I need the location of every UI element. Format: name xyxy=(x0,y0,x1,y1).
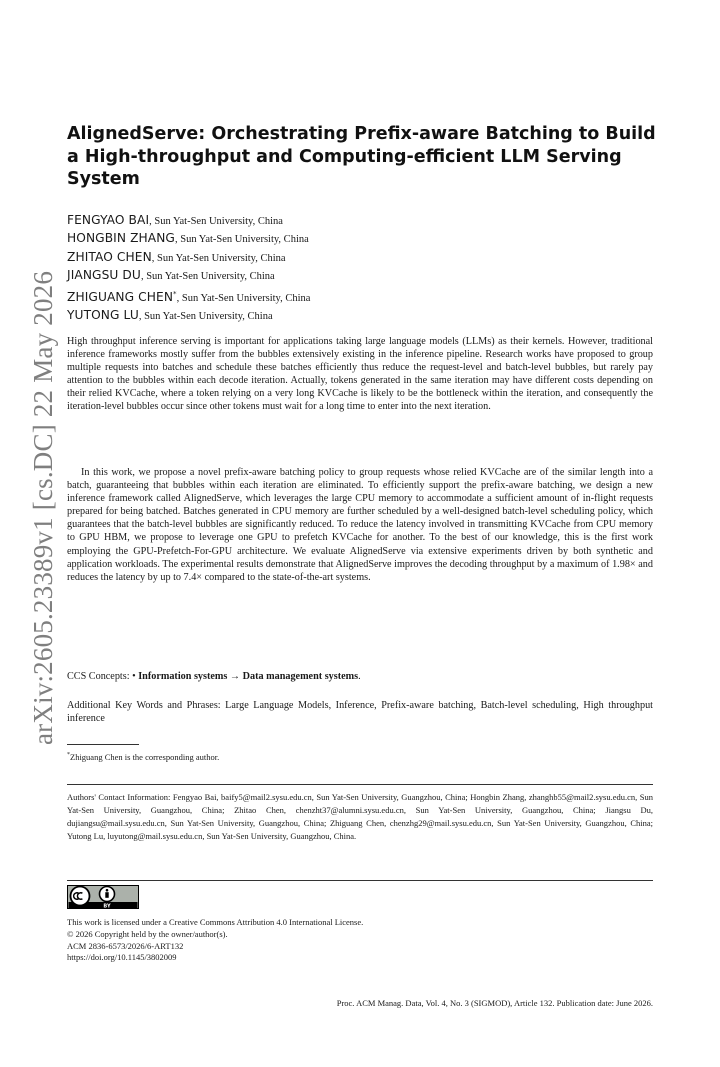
author-line xyxy=(67,212,657,230)
author-affiliation: , Sun Yat-Sen University, China xyxy=(174,234,309,246)
author-line xyxy=(67,307,657,325)
publication-footer: Proc. ACM Manag. Data, Vol. 4, No. 3 (SIGMOD), Article 132. Publication date: June 2026. xyxy=(336,998,653,1008)
doi-link[interactable]: https://doi.org/10.1145/3802009 xyxy=(67,952,177,963)
ccs-prefix: CCS Concepts: • xyxy=(67,671,139,682)
author-line xyxy=(67,249,657,267)
contact-information: Authors' Contact Information: Fengyao Bai, baify5@mail2.sysu.edu.cn, Sun Yat-Sen University, Guangzhou, China; Hongbin Zhang, zhanghb55@mail2.sysu.edu.cn, Sun Yat-Sen University, Guangzhou, China; Zhitao Chen, chenzht37@alumni.sysu.edu.cn, Sun Yat-Sen University, Guangzhou, China; Jiangsu Du, dujiangsu@mail.sysu.edu.cn, Sun Yat-Sen University, Guangzhou, China; Zhiguang Chen, chenzhg29@mail.sysu.edu.cn, Sun Yat-Sen University, Guangzhou, China; Yutong Lu, luyutong@mail.sysu.edu.cn, Sun Yat-Sen University, Guangzhou, China. xyxy=(67,792,653,842)
ccs-concept: Information systems → Data management systems xyxy=(138,671,359,682)
acm-id-line: ACM 2836-6573/2026/6-ART132 xyxy=(67,940,184,951)
cc-by-label: BY xyxy=(103,903,111,909)
license-line: This work is licensed under a Creative Commons Attribution 4.0 International License. xyxy=(67,917,364,927)
author-affiliation: , Sun Yat-Sen University, China xyxy=(140,271,275,283)
keywords: Additional Key Words and Phrases: Large Language Models, Inference, Prefix-aware batching, Batch-level scheduling, High throughput inference xyxy=(67,700,653,725)
footnote-marker: * xyxy=(67,752,70,758)
cc-by-license-icon xyxy=(67,885,139,909)
footnote xyxy=(67,750,219,763)
copyright-line: © 2026 Copyright held by the owner/author(s). xyxy=(67,928,228,939)
footnote-text: Zhiguang Chen is the corresponding author. xyxy=(70,751,220,762)
author-name xyxy=(67,290,177,304)
ccs-concepts xyxy=(67,670,653,683)
author-line xyxy=(67,286,657,307)
divider xyxy=(67,880,653,881)
author-name: FENGYAO BAI xyxy=(67,213,150,227)
author-list xyxy=(67,212,657,326)
author-line xyxy=(67,267,657,285)
divider xyxy=(67,784,653,785)
author-name: ZHITAO CHEN xyxy=(67,249,152,264)
author-affiliation: , Sun Yat-Sen University, China xyxy=(176,292,311,304)
footnote-rule xyxy=(67,744,139,745)
author-line xyxy=(67,230,657,248)
author-name: YUTONG LU xyxy=(67,308,139,323)
author-affiliation: , Sun Yat-Sen University, China xyxy=(138,311,273,323)
ccs-suffix: . xyxy=(358,671,361,682)
arxiv-stamp: arXiv:2605.23389v1 [cs.DC] 22 May 2026 xyxy=(28,270,58,745)
author-affiliation: , Sun Yat-Sen University, China xyxy=(151,252,286,264)
author-name: JIANGSU DU xyxy=(67,268,141,283)
abstract-paragraph: In this work, we propose a novel prefix-aware batching policy to group requests whose relied KVCache are of the similar length into a batch, guaranteeing that bubbles within each iteration are eliminated. To efficiently support the prefix-aware batching, we design a new inference framework called AlignedServe, which leverages the large CPU memory to accommodate a sufficient amount of in-flight requests prepared for being batched. Batches generated in CPU memory are further scheduled by a well-designed batch-level scheduling policy, which guarantees that the batch-level bubbles are significantly reduced. To reduce the latency involved in transmitting KVCache from CPU memory to GPU HBM, we propose to leverage one GPU to prefetch KVCache for another. To the best of our knowledge, this is the first work employing the GPU-Prefetch-For-GPU architecture. We evaluate AlignedServe via extensive experiments driven by both synthetic and application workloads. The experimental results demonstrate that AlignedServe improves the decoding throughput by a maximum of 1.98× and reduces the latency by up to 7.4× compared to the state-of-the-art systems. xyxy=(67,467,653,583)
author-affiliation: , Sun Yat-Sen University, China xyxy=(149,216,283,227)
author-name-text: ZHIGUANG CHEN xyxy=(67,289,174,304)
paper-title: AlignedServe: Orchestrating Prefix-aware Batching to Build a High-throughput and Computing-efficient LLM Serving System xyxy=(67,124,656,189)
author-name: HONGBIN ZHANG xyxy=(67,231,175,246)
license-block xyxy=(67,917,363,964)
abstract-paragraph: High throughput inference serving is important for applications taking large language models (LLMs) as their kernels. However, traditional inference frameworks mostly suffer from the bubbles extensively existing in the inference pipeline. Research works have proposed to group multiple requests into batches and schedule these batches efficiently thus reduce the request-level and batch-level bubbles, but rarely pay attention to the bubbles within each decode iteration. Actually, tokens generated in the same iteration may have different costs depending on their relied KVCache, where a token relying on a very long KVCache is likely to be the bottleneck within the iteration, and consequently the iteration-level bubbles occur since other tokens must wait for a long time to enter into the next iteration. xyxy=(67,336,653,413)
corresponding-author-marker: * xyxy=(173,289,177,298)
